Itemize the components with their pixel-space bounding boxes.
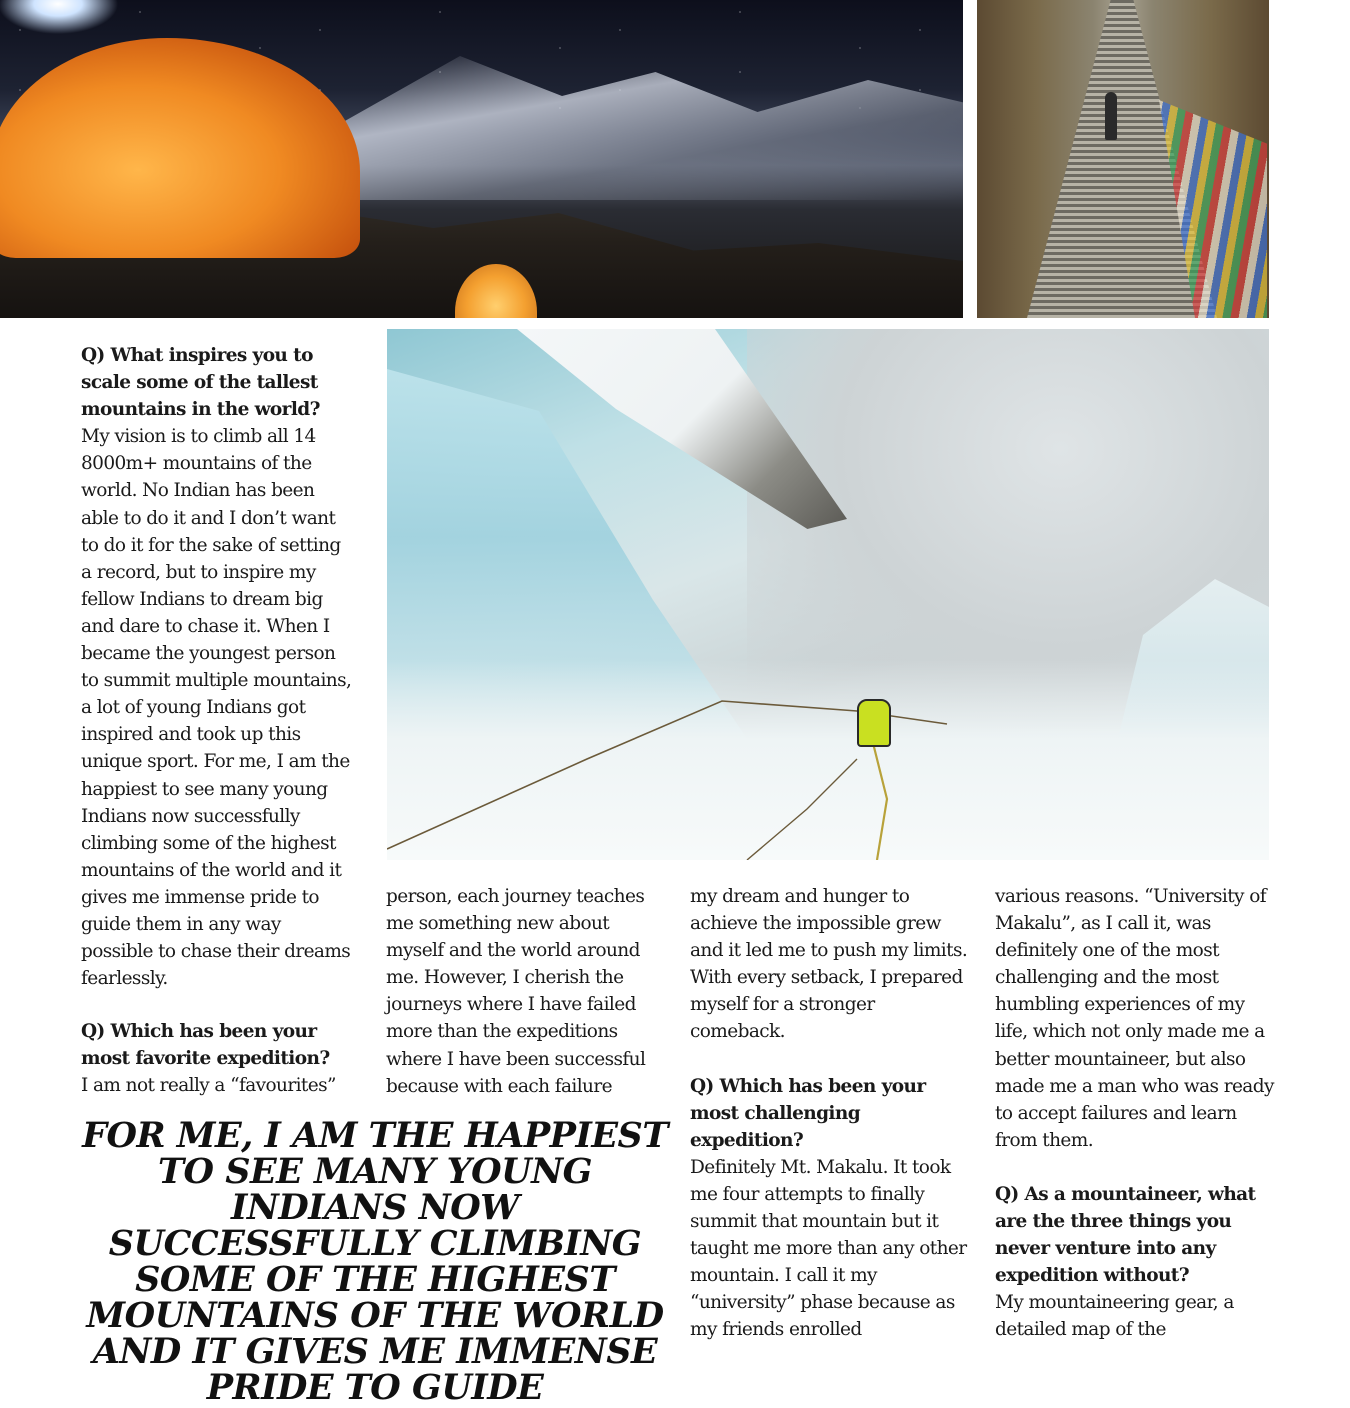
question-challenging: Q) Which has been your most challenging expedition? (690, 1075, 926, 1151)
answer-challenging-part2: various reasons. “University of Makalu”, as I call it, was definitely one of the most challenging and the most humbling experiences of my life, which not only made me a better mountaineer, but also made me a man who was ready to accept failures and learn from them. (995, 886, 1274, 1151)
night-camp-photo (0, 0, 963, 318)
climber (857, 699, 891, 747)
answer-favorite-part3: my dream and hunger to achieve the impossible grew and it led me to push my limits. With every setback, I prepared myself for a stronger comeback. (690, 886, 968, 1043)
fixed-ropes (387, 329, 1269, 860)
answer-favorite-part2: person, each journey teaches me something new about myself and the world around me. However, I cherish the journeys where I have failed more than the expeditions where I have been successful because with each failure (386, 886, 646, 1097)
question-favorite: Q) Which has been your most favorite expedition? (81, 1021, 330, 1070)
article-column-1-top (81, 342, 356, 992)
answer-favorite-part1: I am not really a “favourites” (81, 1075, 336, 1097)
answer-challenging-part1: Definitely Mt. Makalu. It took me four attempts to finally summit that mountain but it taught me more than any other mountain. I call it my “university” phase because as my friends enrolled (690, 1156, 967, 1341)
article-column-4 (995, 883, 1275, 1344)
icefall-photo (387, 329, 1269, 860)
answer-inspiration: My vision is to climb all 14 8000m+ mountains of the world. No Indian has been able to do it and I don’t want to do it for the sake of setting a record, but to inspire my fellow Indians to dream big and dare to chase it. When I became the youngest person to summit multiple mountains, a lot of young Indians got inspired and took up this unique sport. For me, I am the happiest to see many young Indians now successfully climbing some of the highest mountains of the world and it gives me immense pride to guide them in any way possible to chase their dreams fearlessly. (81, 426, 352, 990)
pull-quote: FOR ME, I AM THE HAPPIEST TO SEE MANY YOUNG INDIANS NOW SUCCESSFULLY CLIMBING SOME OF THE HIGHEST MOUNTAINS OF THE WORLD AND IT GIVES ME IMMENSE PRIDE TO GUIDE (82, 1115, 668, 1408)
answer-essentials: My mountaineering gear, a detailed map of the (995, 1292, 1234, 1341)
question-inspiration: Q) What inspires you to scale some of the tallest mountains in the world? (81, 345, 320, 421)
suspension-bridge-photo (977, 0, 1269, 318)
question-essentials: Q) As a mountaineer, what are the three things you never venture into any expedition without? (995, 1183, 1256, 1287)
article-column-1-bottom (81, 1018, 356, 1099)
person-on-bridge (1105, 92, 1117, 140)
article-column-3 (690, 883, 970, 1344)
article-column-2 (386, 883, 666, 1100)
